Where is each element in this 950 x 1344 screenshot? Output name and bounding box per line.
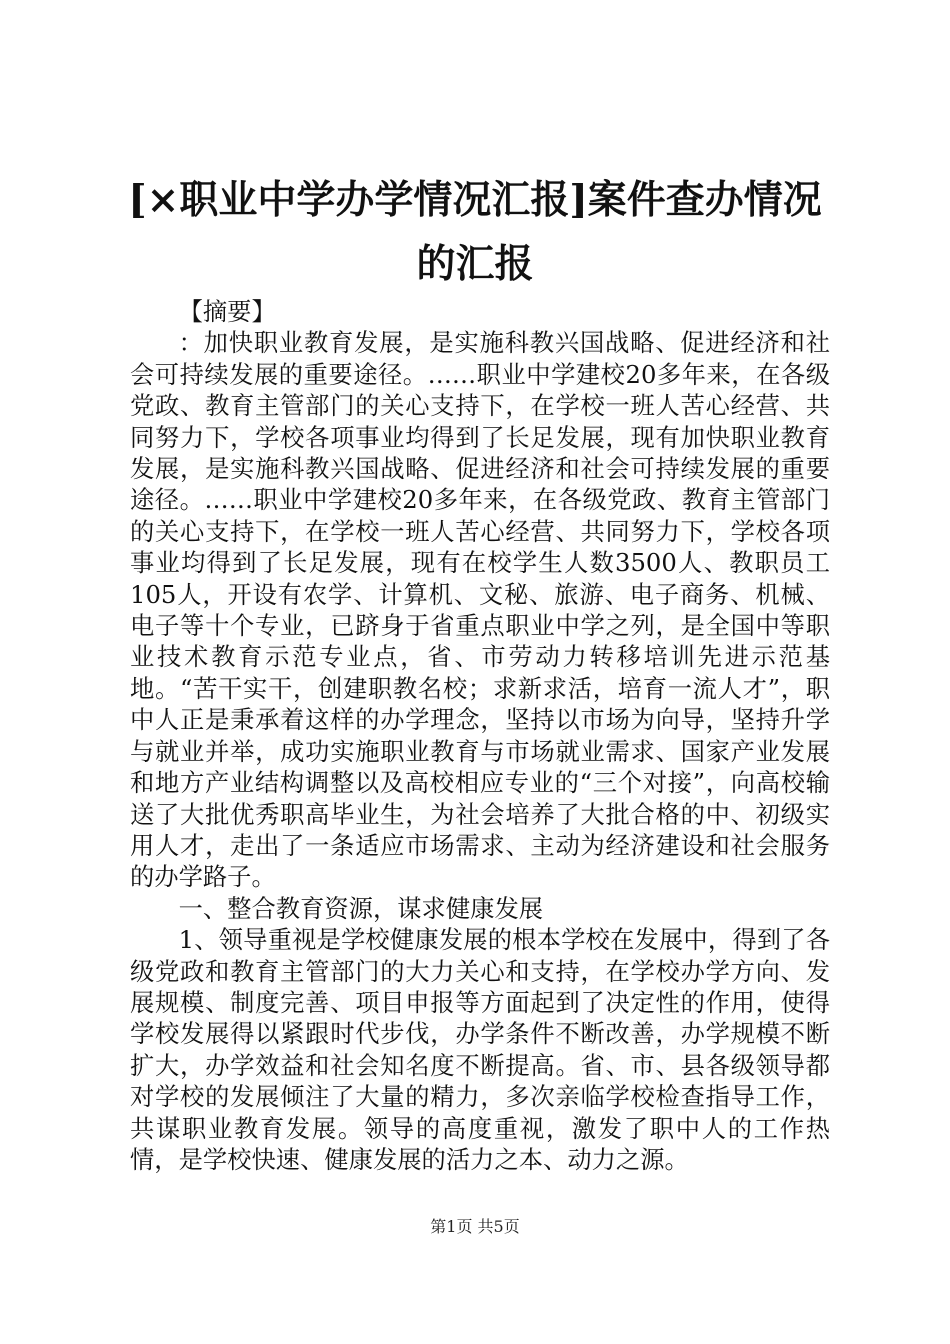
document-body <box>130 296 830 1175</box>
page-number: 第1页 共5页 <box>430 1217 520 1236</box>
document-title: [×职业中学办学情况汇报]案件查办情况的汇报 <box>128 177 822 287</box>
section-heading: 一、整合教育资源，谋求健康发展 <box>178 893 544 923</box>
body-paragraph: 1、领导重视是学校健康发展的根本学校在发展中，得到了各级党政和教育主管部门的大力关心和支持，在学校办学方向、发展规模、制度完善、项目申报等方面起到了决定性的作用，使得学校发展得以紧跟时代步伐，办学条件不断改善，办学规模不断扩大，办学效益和社会知名度不断提高。省、市、县各级领导都对学校的发展倾注了大量的精力，多次亲临学校检查指导工作，共谋职业教育发展。领导的高度重视，激发了职中人的工作热情，是学校快速、健康发展的活力之本、动力之源。 <box>130 925 830 1174</box>
abstract-label: 【摘要】 <box>178 297 276 326</box>
abstract-paragraph: ：加快职业教育发展，是实施科教兴国战略、促进经济和社会可持续发展的重要途径。……职业中学建校20多年来，在各级党政、教育主管部门的关心支持下，在学校一班人苦心经营、共同努力下，学校各项事业均得到了长足发展，现有加快职业教育发展，是实施科教兴国战略、促进经济和社会可持续发展的重要途径。……职业中学建校20多年来，在各级党政、教育主管部门的关心支持下，在学校一班人苦心经营、共同努力下，学校各项事业均得到了长足发展，现有在校学生人数3500人、教职员工105人，开设有农学、计算机、文秘、旅游、电子商务、机械、电子等十个专业，已跻身于省重点职业中学之列，是全国中等职业技术教育示范专业点，省、市劳动力转移培训先进示范基地。“苦干实干，创建职教名校；求新求活，培育一流人才”，职中人正是秉承着这样的办学理念，坚持以市场为向导，坚持升学与就业并举，成功实施职业教育与市场就业需求、国家产业发展和地方产业结构调整以及高校相应专业的“三个对接”，向高校输送了大批优秀职高毕业生，为社会培养了大批合格的中、初级实用人才，走出了一条适应市场需求、主动为经济建设和社会服务的办学路子。 <box>130 328 830 892</box>
